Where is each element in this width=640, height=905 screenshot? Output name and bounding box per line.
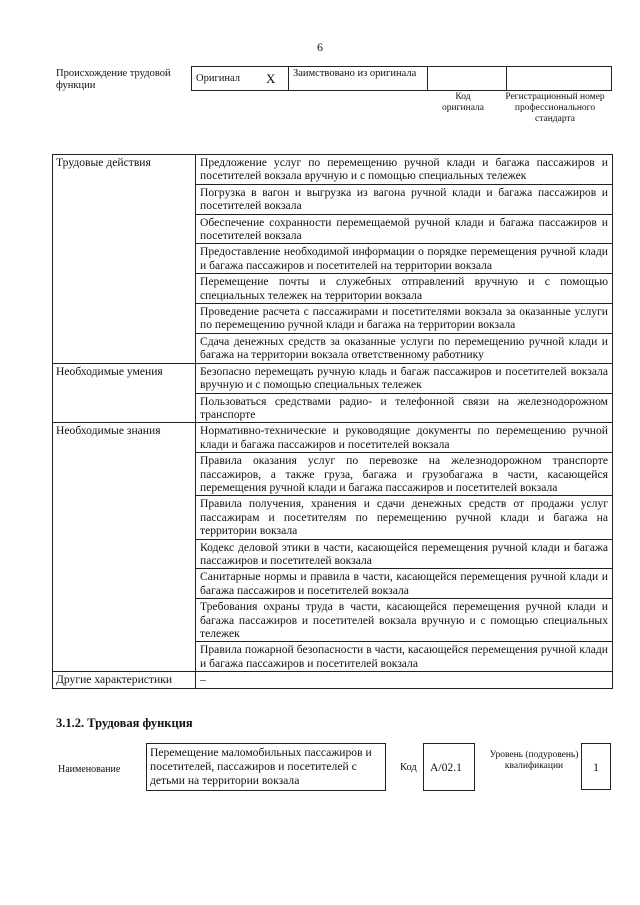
table-cell: Проведение расчета с пассажирами и посетителями вокзала за оказанные услуги по перемещению ручной клади и багажа на территории вокзала — [196, 304, 613, 334]
table-cell: Безопасно перемещать ручную кладь и багаж пассажиров и посетителей вокзала вручную и с помощью специальных тележек — [196, 363, 613, 393]
origin-label: Происхождение трудовой функции — [56, 68, 171, 91]
table-cell: Пользоваться средствами радио- и телефонной связи на железнодорожном транспорте — [196, 393, 613, 423]
table-cell: Предложение услуг по перемещению ручной клади и багажа пассажиров и посетителей вокзала вручную и с помощью специальных тележек — [196, 155, 613, 185]
reg-number-caption: Регистрационный номер профессионального стандарта — [505, 92, 605, 124]
page-number: 6 — [317, 40, 323, 54]
original-mark: X — [262, 67, 289, 91]
name-label: Наименование — [58, 764, 121, 775]
table-cell: Обеспечение сохранности перемещаемой ручной клади и багажа пассажиров и посетителей вокзала — [196, 214, 613, 244]
table-row — [53, 155, 613, 185]
code-original-caption: Код оригинала — [442, 92, 484, 113]
section-heading: Трудовые действия — [53, 155, 196, 364]
table-row — [53, 423, 613, 453]
table-cell: Санитарные нормы и правила в части, касающейся перемещения ручной клади и багажа пассажиров и посетителей вокзала — [196, 569, 613, 599]
section-heading: Необходимые умения — [53, 363, 196, 423]
table-row — [53, 363, 613, 393]
table-cell: Кодекс деловой этики в части, касающейся перемещения ручной клади и багажа пассажиров и посетителей вокзала — [196, 539, 613, 569]
function-name-box: Перемещение маломобильных пассажиров и посетителей, пассажиров и посетителей с детьми на территории вокзала — [146, 743, 386, 791]
qualification-level-label: Уровень (подуровень) квалификации — [489, 750, 579, 771]
table-cell: Правила получения, хранения и сдачи денежных средств от продажи услуг пассажирам и посетителям по перемещению ручной клади и багажа на территории вокзала — [196, 496, 613, 539]
code-original-cell — [428, 67, 507, 91]
table-cell: – — [196, 672, 613, 688]
table-cell: Требования охраны труда в части, касающейся перемещения ручной клади и багажа пассажиров и посетителей вокзала вручную и с помощью специальных тележек — [196, 599, 613, 642]
table-cell: Сдача денежных средств за оказанные услуги по перемещению ручной клади и багажа на территории вокзала ответственному работнику — [196, 333, 613, 363]
labor-function-table — [52, 154, 613, 689]
table-cell: Перемещение почты и служебных отправлений вручную и с помощью специальных тележек на территории вокзала — [196, 274, 613, 304]
origin-table — [191, 66, 612, 91]
original-label: Оригинал — [192, 67, 263, 91]
function-code-box: A/02.1 — [423, 743, 475, 791]
qualification-level-box: 1 — [581, 743, 611, 790]
table-cell: Погрузка в вагон и выгрузка из вагона ручной клади и багажа пассажиров и посетителей вокзала — [196, 184, 613, 214]
section-title: 3.1.2. Трудовая функция — [56, 716, 193, 730]
section-heading: Другие характеристики — [53, 672, 196, 688]
reg-number-cell — [507, 67, 612, 91]
table-cell: Правила пожарной безопасности в части, касающейся перемещения ручной клади и багажа пассажиров и посетителей вокзала — [196, 642, 613, 672]
table-cell: Нормативно-технические и руководящие документы по перемещению ручной клади и багажа пассажиров и посетителей вокзала — [196, 423, 613, 453]
table-cell: Правила оказания услуг по перевозке на железнодорожном транспорте пассажиров, а также груза, багажа и грузобагажа в части, касающейся перемещения ручной клади и багажа пассажиров и посетителей вокзала — [196, 453, 613, 496]
section-heading: Необходимые знания — [53, 423, 196, 672]
borrowed-label: Заимствовано из оригинала — [289, 67, 428, 91]
table-cell: Предоставление необходимой информации о порядке перемещения ручной клади и багажа пассажиров и посетителей на территории вокзала — [196, 244, 613, 274]
table-row — [53, 672, 613, 688]
code-label: Код — [400, 762, 417, 773]
